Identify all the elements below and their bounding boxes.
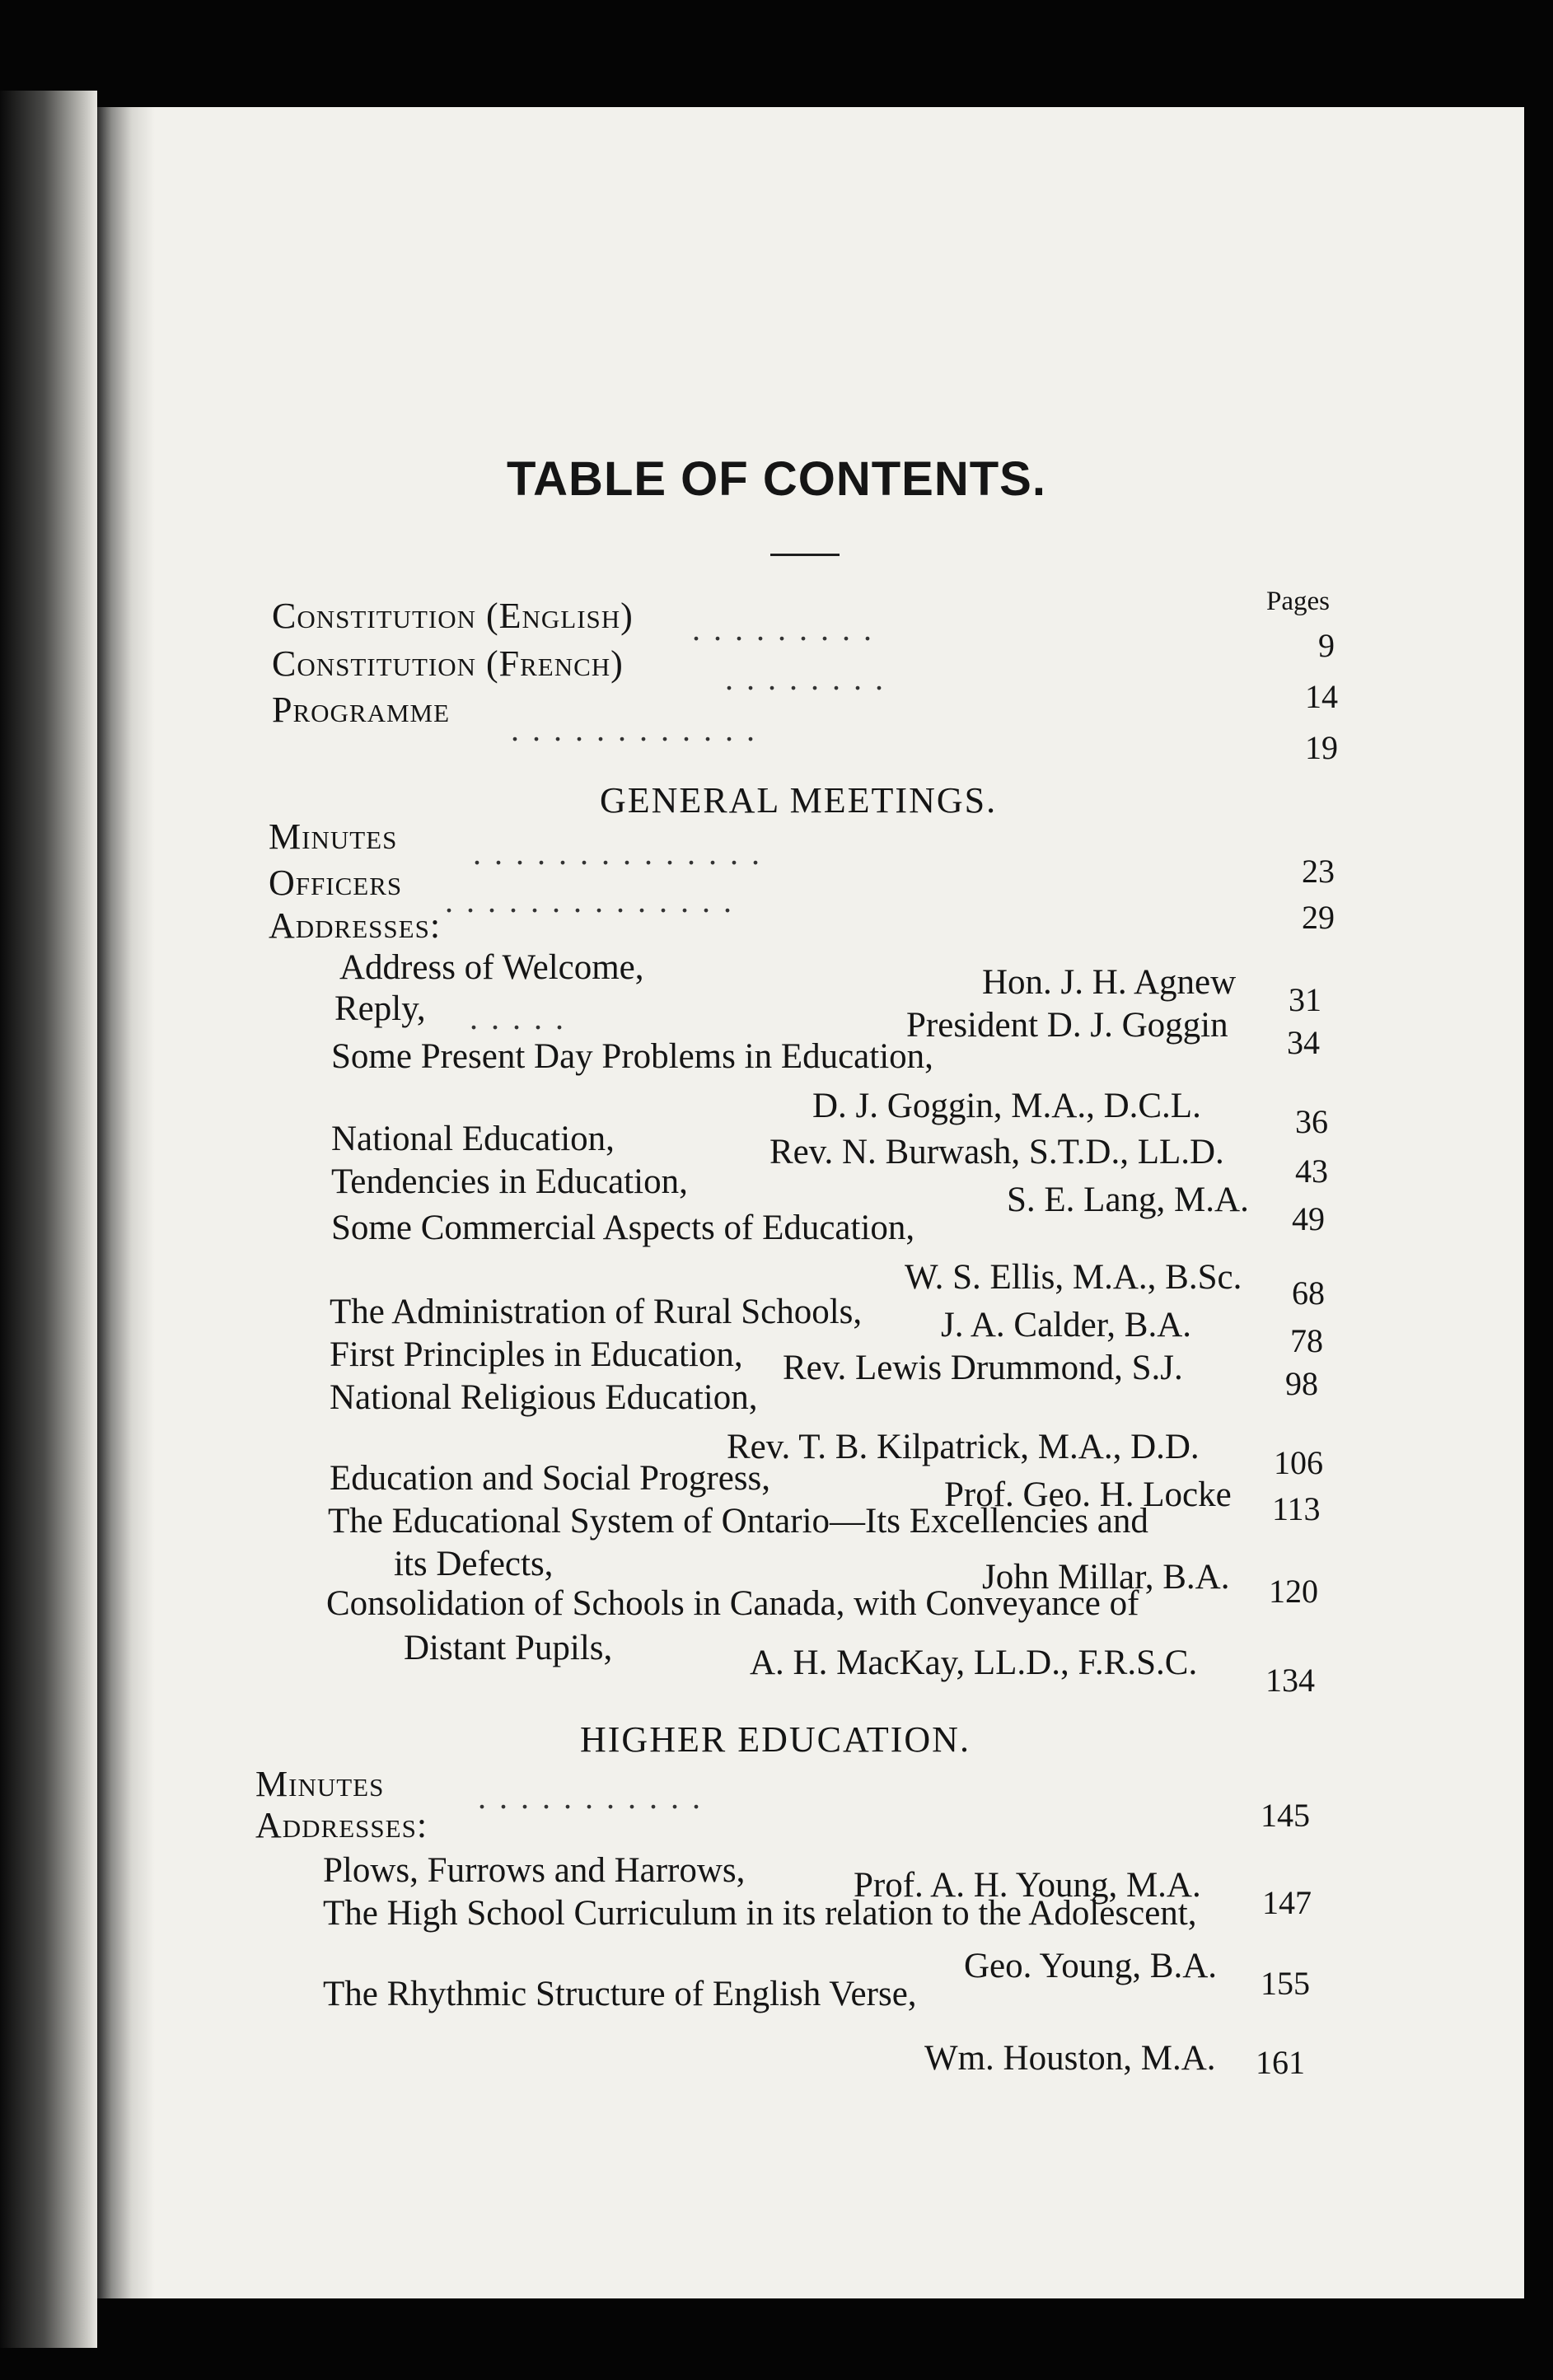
entry-author: D. J. Goggin, M.A., D.C.L. — [812, 1087, 1201, 1125]
page-number: 9 — [1318, 627, 1335, 664]
section-heading-higher-education: HIGHER EDUCATION. — [580, 1719, 971, 1760]
entry-title-continued: its Defects, — [394, 1545, 554, 1583]
dot-leader: ......... — [692, 610, 885, 648]
entry-title: The Administration of Rural Schools, — [330, 1293, 863, 1331]
section-heading-general-meetings: GENERAL MEETINGS. — [600, 780, 998, 821]
entry-title: Some Commercial Aspects of Education, — [331, 1209, 915, 1247]
toc-item-officers: Officers — [269, 863, 403, 903]
entry-title: Consolidation of Schools in Canada, with Conveyance of — [326, 1584, 1139, 1623]
toc-item-minutes: Minutes — [269, 816, 398, 857]
entry-title: National Religious Education, — [330, 1378, 758, 1417]
page-number: 147 — [1262, 1884, 1312, 1921]
entry-author: Rev. Lewis Drummond, S.J. — [783, 1349, 1183, 1387]
page-number: 155 — [1261, 1965, 1310, 2002]
title-rule — [770, 554, 840, 556]
entry-author: Prof. Geo. H. Locke — [944, 1475, 1232, 1514]
pages-column-label: Pages — [1266, 587, 1330, 616]
entry-author: Rev. T. B. Kilpatrick, M.A., D.D. — [727, 1428, 1200, 1466]
entry-title: Education and Social Progress, — [330, 1459, 771, 1498]
entry-author: J. A. Calder, B.A. — [941, 1306, 1192, 1344]
entry-title: The Educational System of Ontario—Its Excellencies and — [328, 1502, 1148, 1541]
entry-title: Some Present Day Problems in Education, — [331, 1037, 933, 1076]
dot-leader: .............. — [473, 835, 773, 872]
toc-item-programme: Programme — [272, 690, 451, 730]
dot-leader: ..... — [470, 999, 577, 1036]
entry-author: Wm. Houston, M.A. — [924, 2039, 1216, 2078]
entry-author: A. H. MacKay, LL.D., F.R.S.C. — [750, 1644, 1198, 1682]
entry-author: Hon. J. H. Agnew — [982, 963, 1237, 1002]
entry-author: Prof. A. H. Young, M.A. — [854, 1866, 1201, 1905]
toc-item-constitution-french: Constitution (French) — [272, 643, 624, 684]
entry-author: S. E. Lang, M.A. — [1007, 1181, 1249, 1219]
entry-title: National Education, — [331, 1120, 615, 1158]
entry-title: Tendencies in Education, — [331, 1162, 688, 1201]
page-number: 68 — [1292, 1274, 1325, 1312]
page-number: 120 — [1269, 1573, 1318, 1610]
page-number: 106 — [1274, 1444, 1323, 1481]
page-number: 14 — [1305, 678, 1338, 715]
page-number: 134 — [1265, 1662, 1315, 1699]
entry-title: The Rhythmic Structure of English Verse, — [323, 1975, 917, 2013]
toc-item-addresses: Addresses: — [269, 905, 442, 946]
page-number: 98 — [1285, 1365, 1318, 1402]
page-number: 19 — [1305, 729, 1338, 766]
page-number: 29 — [1302, 899, 1335, 936]
entry-title: Plows, Furrows and Harrows, — [323, 1851, 746, 1890]
toc-item-addresses: Addresses: — [255, 1805, 428, 1845]
entry-author: President D. J. Goggin — [906, 1006, 1228, 1045]
page-number: 23 — [1302, 853, 1335, 890]
entry-title: Reply, — [334, 989, 426, 1028]
entry-title: The High School Curriculum in its relation to the Adolescent, — [323, 1894, 1197, 1933]
entry-author: Rev. N. Burwash, S.T.D., LL.D. — [769, 1133, 1224, 1171]
dot-leader: ........ — [725, 660, 896, 697]
page-number: 36 — [1295, 1103, 1328, 1140]
dot-leader: .............. — [445, 882, 745, 919]
book-left-edge — [0, 91, 97, 2348]
toc-item-constitution-english: Constitution (English) — [272, 596, 634, 636]
page-number: 34 — [1287, 1024, 1320, 1061]
toc-item-minutes: Minutes — [255, 1764, 385, 1804]
page-number: 145 — [1261, 1797, 1310, 1834]
page-title: TABLE OF CONTENTS. — [507, 452, 1046, 506]
entry-title: First Principles in Education, — [330, 1335, 743, 1374]
dot-leader: ........... — [478, 1779, 713, 1816]
dot-leader: ............ — [511, 711, 768, 748]
entry-author: Geo. Young, B.A. — [964, 1947, 1218, 1985]
page-number: 43 — [1295, 1153, 1328, 1190]
entry-title: Address of Welcome, — [339, 948, 644, 987]
page-number: 49 — [1292, 1200, 1325, 1237]
page-binding-shadow — [97, 107, 155, 2298]
entry-title-continued: Distant Pupils, — [404, 1629, 613, 1667]
page-number: 113 — [1272, 1490, 1321, 1527]
page-number: 31 — [1289, 981, 1321, 1018]
entry-author: John Millar, B.A. — [982, 1558, 1230, 1597]
entry-author: W. S. Ellis, M.A., B.Sc. — [905, 1258, 1242, 1297]
page-number: 161 — [1256, 2044, 1305, 2081]
page-number: 78 — [1290, 1322, 1323, 1359]
